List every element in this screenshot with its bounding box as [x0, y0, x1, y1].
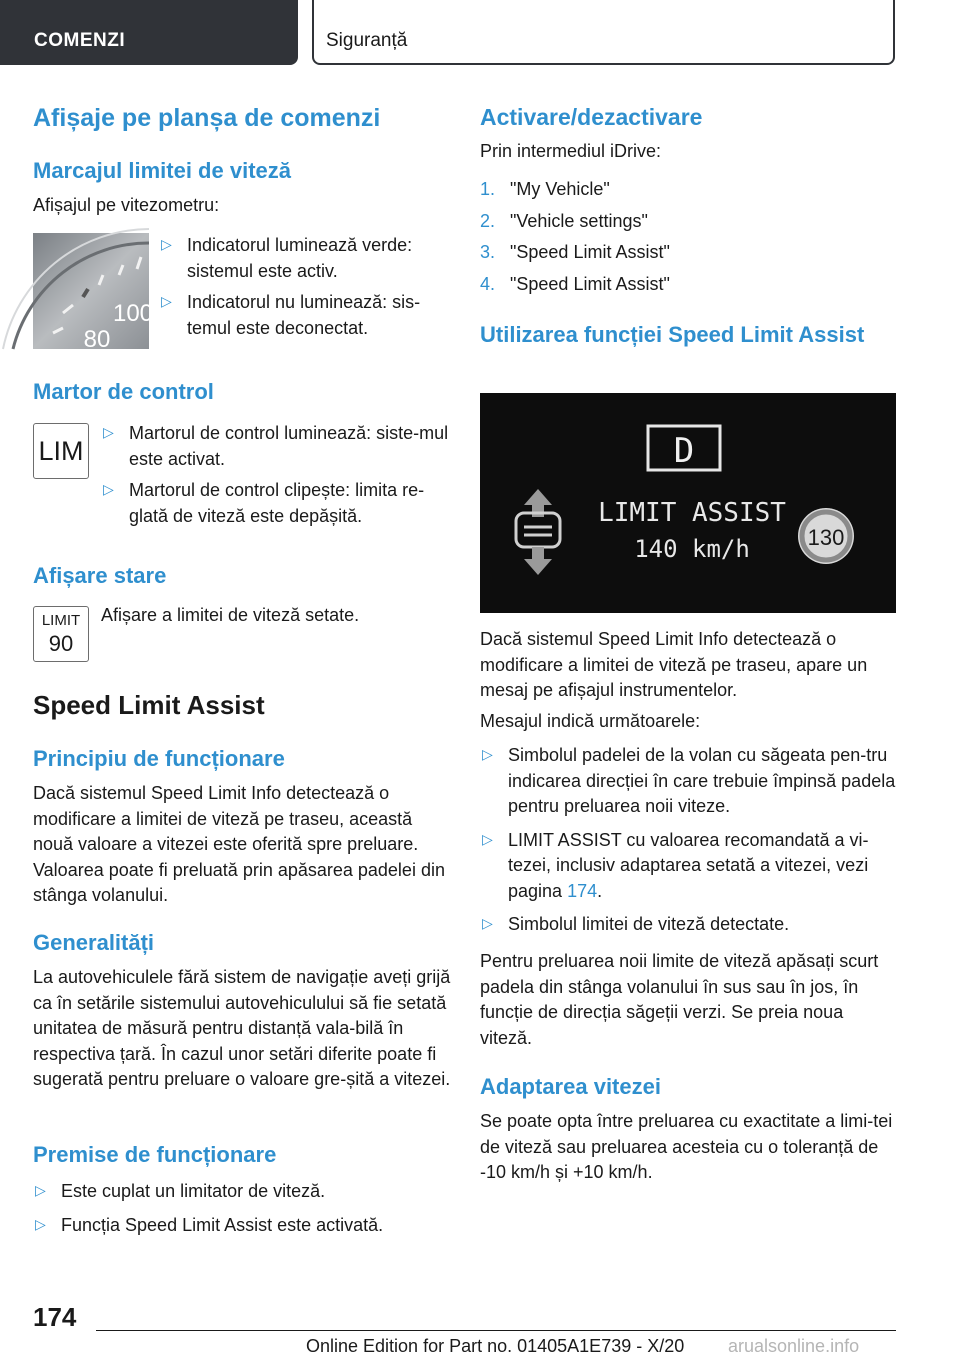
heading-marcaj: Marcajul limitei de viteză: [33, 158, 291, 183]
martor-bullets: [101, 421, 451, 529]
utilizare-text2: Mesajul indică următoarele:: [480, 711, 701, 731]
stare-text: Afișare a limitei de viteză setate.: [101, 605, 360, 625]
steps-list: [480, 177, 896, 297]
header-section-tab: [0, 0, 298, 65]
activare-intro: Prin intermediul iDrive:: [480, 141, 662, 161]
speedometer-dial-icon: [33, 233, 154, 353]
list-item: ▷ LIMIT ASSIST cu valoarea recomandată a vi-tezei, inclusiv adaptarea setată a vitezei, vezi pagina 174.: [482, 829, 869, 901]
triangle-bullet-icon: ▷: [482, 830, 493, 847]
speedo-number-100: 100: [112, 300, 154, 327]
list-item: 2. "Vehicle settings": [480, 210, 648, 231]
paddle-arrow-icon: [516, 489, 560, 575]
list-item: ▷ Indicatorul luminează verde: sistemul este activ.: [161, 235, 413, 281]
list-item: ▷ Indicatorul nu luminează: sis-temul este deconectat.: [161, 292, 421, 338]
principiu-text: Dacă sistemul Speed Limit Info detectează o modificare a limitei de viteză pe traseu, această nouă valoare a vitezei este oferită spre preluare. Valoarea poate fi preluată prin apăsarea padelei din stânga volanului.: [33, 783, 445, 906]
premise-bullets: [33, 1179, 451, 1238]
limit-assist-display-image: [480, 393, 896, 613]
list-item: ▷ Simbolul limitei de viteză detectate.: [482, 914, 790, 935]
heading-activare: Activare/dezactivare: [480, 104, 703, 130]
list-item: ▷ Martorul de control luminează: siste-mul este activat.: [103, 423, 449, 469]
limit-assist-label: LIMIT ASSIST: [598, 498, 786, 528]
triangle-bullet-icon: ▷: [103, 481, 114, 498]
list-item: ▷ Este cuplat un limitator de viteză.: [35, 1181, 326, 1201]
section-title-afisaje: Afișaje pe planșa de comenzi: [33, 104, 381, 132]
heading-utilizare: Utilizarea funcției Speed Limit Assist: [480, 322, 865, 347]
triangle-bullet-icon: ▷: [161, 236, 172, 252]
generalitati-text: La autovehiculele fără sistem de navigație aveți grijă ca în setările sistemului autovehiculului să fie setată unitatea de măsură pentru distanță vala-bilă în respectiva țară. În cazul unor setări diferite poate fi sugerată pentru preluare o valoare gre-șită a vitezei.: [33, 967, 451, 1090]
list-item: 3. "Speed Limit Assist": [480, 242, 670, 263]
heading-stare: Afișare stare: [33, 563, 167, 588]
heading-martor: Martor de control: [33, 379, 214, 404]
lim-label: LIM: [38, 436, 84, 466]
marcaj-intro: Afișajul pe vitezometru:: [33, 195, 220, 215]
footer-divider: [96, 1330, 896, 1331]
header-chapter-label: Siguranță: [326, 30, 408, 51]
list-item: 4. "Speed Limit Assist": [480, 273, 670, 294]
heading-principiu: Principiu de funcționare: [33, 746, 285, 771]
list-item: ▷ Simbolul padelei de la volan cu săgeata pen-tru indicarea direcției în care trebuie împinsă padela pentru preluarea noii viteze.: [482, 745, 896, 817]
header-chapter-tab: [312, 0, 895, 65]
gear-indicator: D: [673, 431, 695, 471]
list-item: ▷ Funcția Speed Limit Assist este activată.: [35, 1214, 384, 1235]
limit-assist-speed: 140 km/h: [634, 535, 750, 563]
message-bullets: [480, 743, 896, 938]
heading-adaptare: Adaptarea vitezei: [480, 1074, 661, 1099]
watermark: arualsonline.info: [728, 1336, 860, 1356]
header-section-label: COMENZI: [34, 30, 126, 51]
speed-sign-value: 130: [807, 525, 845, 550]
list-item: ▷ Martorul de control clipește: limita re-glată de viteză este depășită.: [103, 480, 425, 526]
page-link[interactable]: 174: [567, 880, 598, 901]
marcaj-bullets: [159, 233, 451, 341]
triangle-bullet-icon: ▷: [103, 424, 114, 440]
section-title-sla: Speed Limit Assist: [33, 690, 265, 720]
page-number: 174: [33, 1302, 77, 1332]
limit-label: LIMIT: [41, 612, 81, 629]
speed-sign-icon: [798, 508, 854, 564]
heading-generalitati: Generalități: [33, 930, 155, 955]
triangle-bullet-icon: ▷: [35, 1215, 46, 1232]
list-item: 1. "My Vehicle": [480, 179, 610, 199]
lim-indicator-icon: [33, 423, 89, 479]
limit-value: 90: [48, 631, 74, 656]
utilizare-text3: Pentru preluarea noii limite de viteză apăsați scurt padela din stânga volanului în sus sau în jos, în funcție de direcția săgeții verzi. Se preia noua viteză.: [480, 951, 879, 1048]
adaptare-text: Se poate opta între preluarea cu exactitate a limi-tei de viteză sau preluarea acesteia cu o toleranță de -10 km/h și +10 km/h.: [480, 1111, 893, 1183]
footer-edition: Online Edition for Part no. 01405A1E739 - X/20: [306, 1336, 685, 1356]
limit-90-icon: [33, 606, 89, 662]
triangle-bullet-icon: ▷: [482, 915, 493, 932]
heading-premise: Premise de funcționare: [33, 1142, 277, 1167]
speedo-number-80: 80: [83, 326, 111, 353]
triangle-bullet-icon: ▷: [35, 1182, 46, 1198]
triangle-bullet-icon: ▷: [161, 293, 172, 310]
triangle-bullet-icon: ▷: [482, 746, 493, 762]
speedometer-image: [33, 233, 154, 353]
utilizare-text1: Dacă sistemul Speed Limit Info detectează o modificare a limitei de viteză pe traseu, apare un mesaj pe afișajul instrumentelor.: [480, 629, 868, 701]
